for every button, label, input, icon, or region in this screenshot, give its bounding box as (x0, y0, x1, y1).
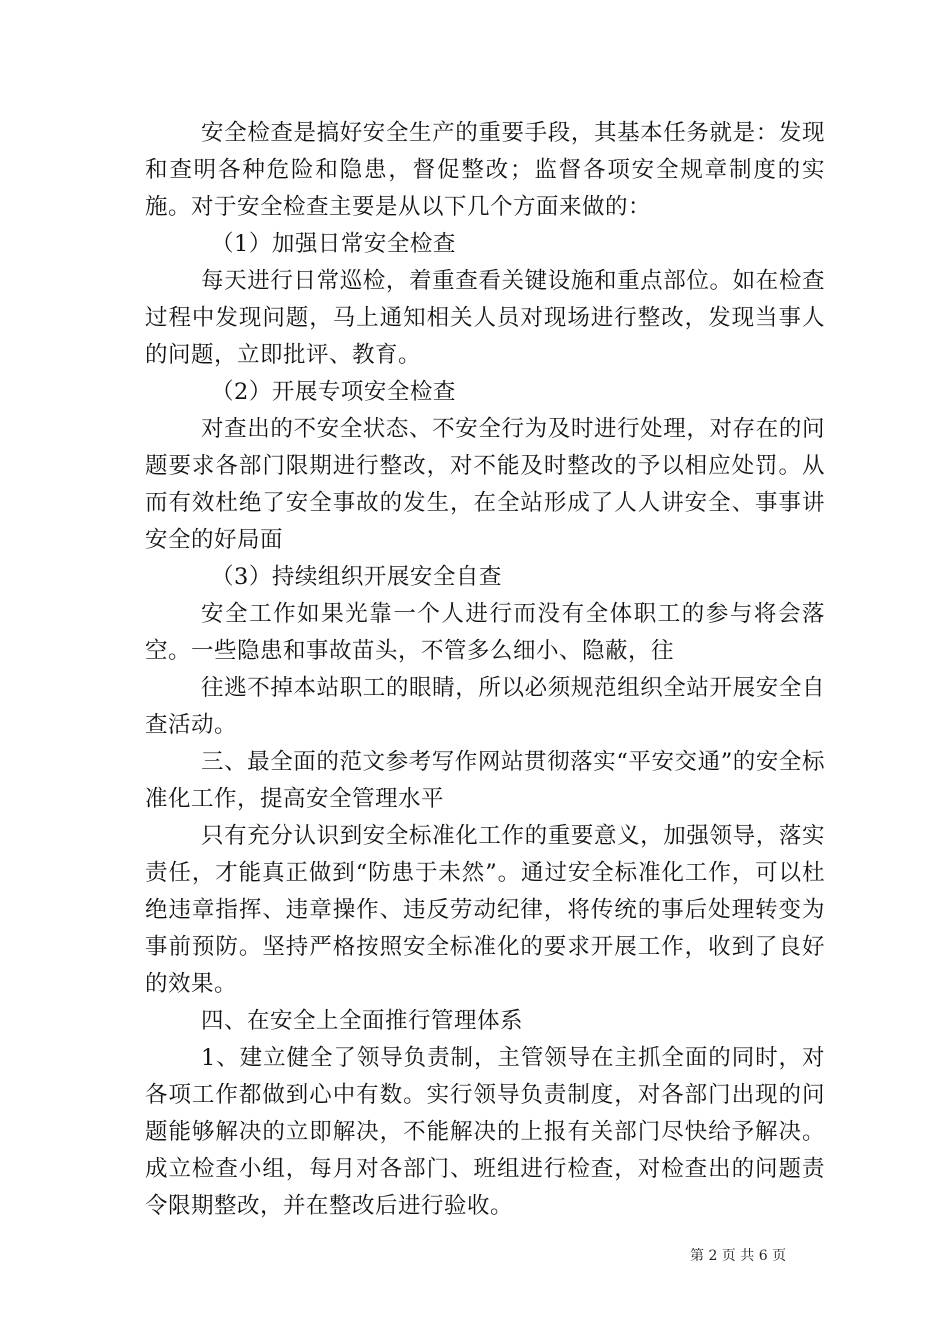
paragraph: 对查出的不安全状态、不安全行为及时进行处理，对存在的问题要求各部门限期进行整改，对不能及时整改的予以相应处罚。从而有效杜绝了安全事故的发生，在全站形成了人人讲安全、事事讲安全的好局面 (145, 416, 825, 553)
document-body (145, 115, 825, 1225)
page-number-footer: 第 2 页 共 6 页 (690, 1248, 787, 1264)
section-heading: 三、最全面的范文参考写作网站贯彻落实“平安交通”的安全标准化工作，提高安全管理水平 (145, 749, 825, 812)
paragraph: 每天进行日常巡检，着重查看关键设施和重点部位。如在检查过程中发现问题，马上通知相关人员对现场进行整改，发现当事人的问题，立即批评、教育。 (145, 268, 825, 368)
paragraph-subheading: （3）持续组织开展安全自查 (211, 564, 502, 590)
paragraph: 安全工作如果光靠一个人进行而没有全体职工的参与将会落空。一些隐患和事故苗头，不管多么细小、隐蔽，往 (145, 601, 825, 664)
section-heading: 四、在安全上全面推行管理体系 (201, 1008, 524, 1034)
paragraph: 安全检查是搞好安全生产的重要手段，其基本任务就是：发现和查明各种危险和隐患，督促整改；监督各项安全规章制度的实施。对于安全检查主要是从以下几个方面来做的： (145, 120, 825, 220)
paragraph-subheading: （1）加强日常安全检查 (211, 231, 456, 257)
paragraph: 只有充分认识到安全标准化工作的重要意义，加强领导，落实责任，才能真正做到“防患于未然”。通过安全标准化工作，可以杜绝违章指挥、违章操作、违反劳动纪律，将传统的事后处理转变为事前预防。坚持严格按照安全标准化的要求开展工作，收到了良好的效果。 (145, 823, 825, 997)
paragraph: 1、建立健全了领导负责制，主管领导在主抓全面的同时，对各项工作都做到心中有数。实行领导负责制度，对各部门出现的问题能够解决的立即解决，不能解决的上报有关部门尽快给予解决。成立检查小组，每月对各部门、班组进行检查，对检查出的问题责令限期整改，并在整改后进行验收。 (145, 1045, 825, 1219)
paragraph-subheading: （2）开展专项安全检查 (211, 379, 456, 405)
paragraph: 往逃不掉本站职工的眼睛，所以必须规范组织全站开展安全自查活动。 (145, 675, 825, 738)
